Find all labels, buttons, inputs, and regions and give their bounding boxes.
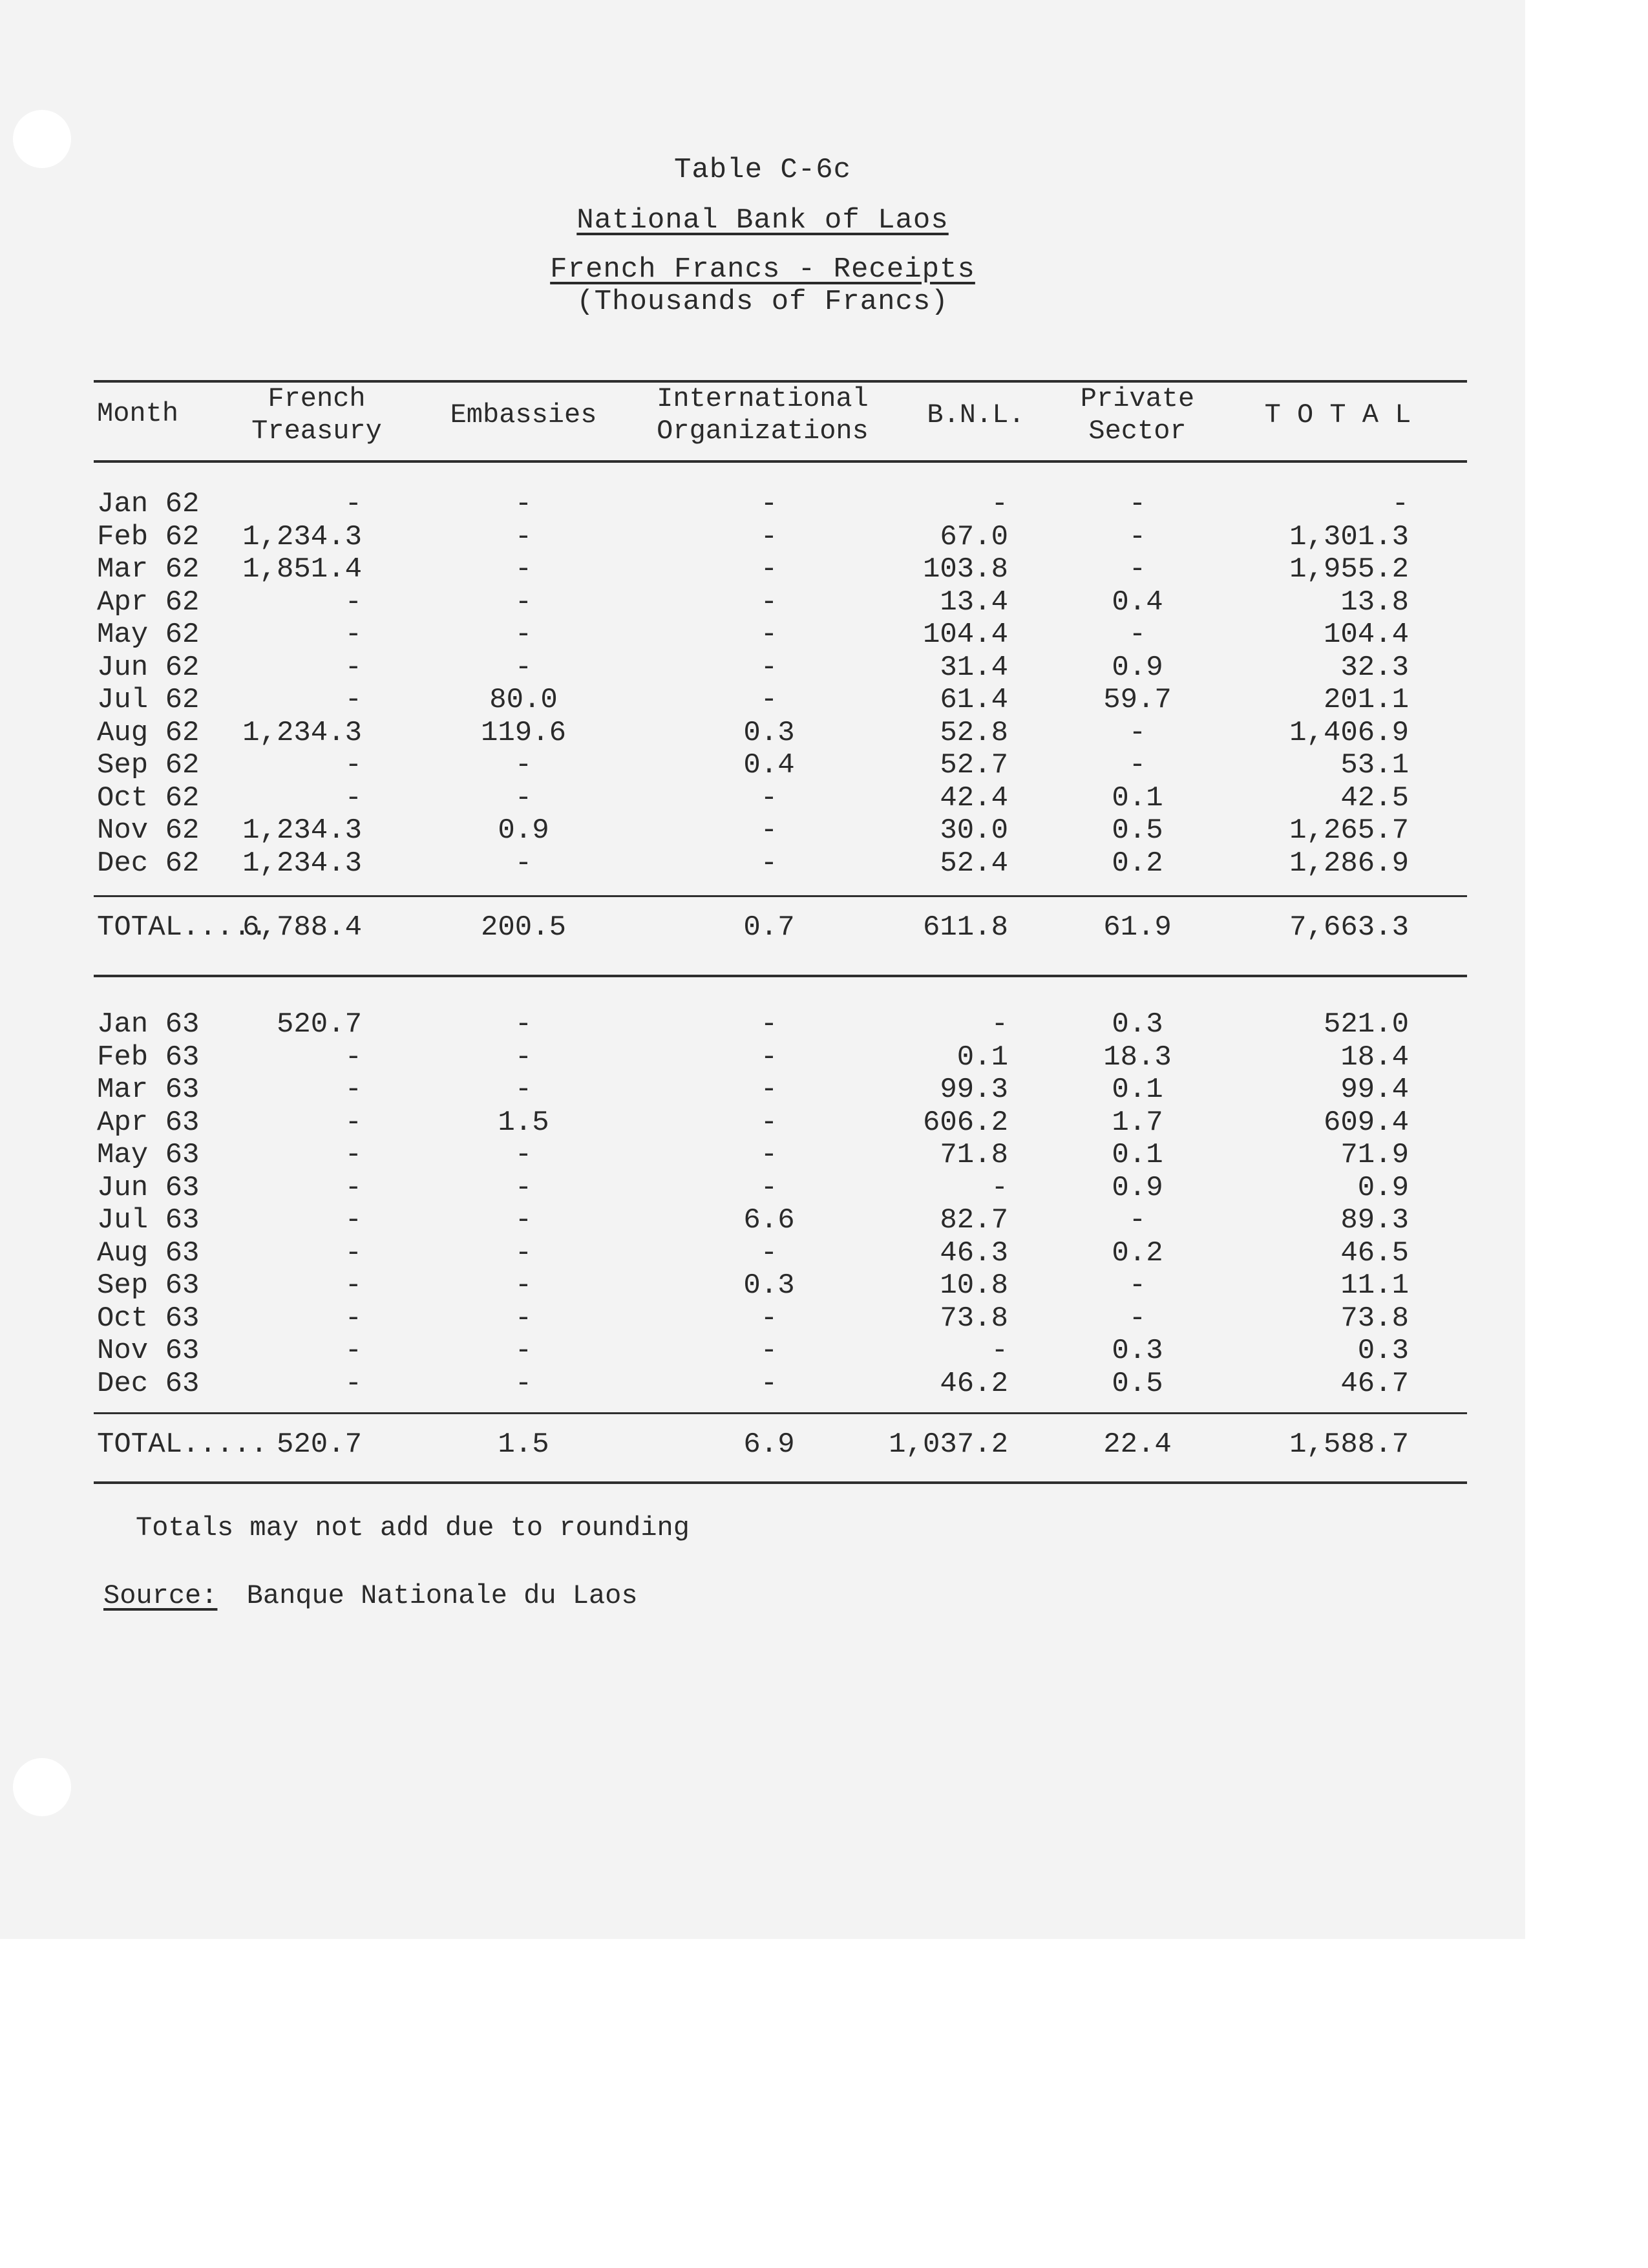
embassies-cell: -	[514, 619, 533, 651]
international-cell: -	[760, 520, 778, 553]
international-cell: -	[760, 781, 778, 814]
bnl-cell: 82.7	[940, 1204, 1008, 1236]
embassies-cell: -	[514, 1269, 533, 1302]
month-cell: Sep 62	[97, 749, 200, 781]
total-total: 1,588.7	[1289, 1428, 1409, 1461]
embassies-cell: -	[514, 1367, 533, 1400]
total-cell: 13.8	[1340, 586, 1409, 619]
embassies-cell: -	[514, 781, 533, 814]
bnl-cell: 73.8	[940, 1302, 1008, 1335]
private-sector-cell: -	[1128, 1204, 1146, 1236]
total-label: TOTAL.....	[97, 911, 268, 944]
table-row	[0, 782, 1525, 814]
french-treasury-cell: -	[344, 586, 362, 619]
private-sector-cell: 59.7	[1103, 684, 1172, 716]
bnl-cell: 67.0	[940, 520, 1008, 553]
international-cell: -	[760, 814, 778, 847]
total-priv: 61.9	[1103, 911, 1172, 944]
table-row	[0, 717, 1525, 749]
table-row	[0, 1302, 1525, 1335]
bnl-cell: 46.2	[940, 1367, 1008, 1400]
international-cell: -	[760, 1139, 778, 1171]
total-ft: 6,788.4	[242, 911, 362, 944]
total-label: TOTAL.....	[97, 1428, 268, 1461]
total-cell: 42.5	[1340, 781, 1409, 814]
subject-title: French Francs - Receipts	[550, 253, 975, 286]
private-sector-cell: 0.3	[1112, 1335, 1163, 1367]
source-label: Source:	[103, 1580, 218, 1611]
bnl-cell: -	[991, 488, 1008, 520]
french-treasury-cell: -	[344, 684, 362, 716]
bnl-cell: 31.4	[940, 651, 1008, 684]
bnl-cell: 52.7	[940, 749, 1008, 781]
table-row	[0, 553, 1525, 586]
total-cell: 32.3	[1340, 651, 1409, 684]
private-sector-cell: 0.1	[1112, 1139, 1163, 1171]
french-treasury-cell: -	[344, 1139, 362, 1171]
private-sector-cell: -	[1128, 1269, 1146, 1302]
month-cell: Mar 62	[97, 553, 200, 586]
table-row	[0, 1074, 1525, 1106]
table-row	[0, 749, 1525, 781]
table-row	[0, 619, 1525, 651]
table-row	[0, 1368, 1525, 1400]
total-cell: 1,955.2	[1289, 553, 1409, 586]
embassies-cell: -	[514, 488, 533, 520]
total-intl: 0.7	[743, 911, 795, 944]
month-cell: Dec 63	[97, 1367, 200, 1400]
french-treasury-cell: -	[344, 781, 362, 814]
bnl-cell: 10.8	[940, 1269, 1008, 1302]
total-row-1962	[0, 911, 1525, 944]
embassies-cell: -	[514, 1204, 533, 1236]
french-treasury-cell: -	[344, 749, 362, 781]
col-total-label: T O T A L	[1264, 399, 1411, 430]
month-cell: Sep 63	[97, 1269, 200, 1302]
month-cell: Jan 62	[97, 488, 200, 520]
total-cell: 104.4	[1323, 619, 1409, 651]
private-sector-cell: 0.5	[1112, 814, 1163, 847]
month-cell: Jan 63	[97, 1008, 200, 1041]
french-treasury-cell: -	[344, 1367, 362, 1400]
month-cell: Jul 62	[97, 684, 200, 716]
french-treasury-cell: -	[344, 1204, 362, 1236]
french-treasury-cell: 1,234.3	[242, 716, 362, 749]
embassies-cell: -	[514, 586, 533, 619]
bnl-cell: -	[991, 1171, 1008, 1204]
french-treasury-cell: 1,851.4	[242, 553, 362, 586]
international-cell: 0.4	[743, 749, 795, 781]
french-treasury-cell: -	[344, 651, 362, 684]
col-international-line2: Organizations	[657, 416, 869, 447]
month-cell: Nov 62	[97, 814, 200, 847]
total-ft: 520.7	[276, 1428, 362, 1461]
embassies-cell: -	[514, 520, 533, 553]
bnl-cell: -	[991, 1335, 1008, 1367]
international-cell: 0.3	[743, 1269, 795, 1302]
rounding-note: Totals may not add due to rounding	[136, 1512, 690, 1543]
french-treasury-cell: -	[344, 619, 362, 651]
header-bottom-rule	[94, 460, 1467, 463]
table-row	[0, 1269, 1525, 1302]
international-cell: -	[760, 1008, 778, 1041]
bnl-cell: 99.3	[940, 1074, 1008, 1106]
international-cell: 6.6	[743, 1204, 795, 1236]
table-row	[0, 1008, 1525, 1041]
embassies-cell: -	[514, 1335, 533, 1367]
private-sector-cell: 0.1	[1112, 781, 1163, 814]
total-cell: 521.0	[1323, 1008, 1409, 1041]
total-emb: 200.5	[480, 911, 567, 944]
embassies-cell: 80.0	[489, 684, 558, 716]
col-private-line2: Sector	[1088, 416, 1187, 447]
french-treasury-cell: -	[344, 1269, 362, 1302]
bnl-cell: 103.8	[922, 553, 1008, 586]
french-treasury-cell: -	[344, 1074, 362, 1106]
col-bnl	[911, 399, 1041, 431]
table-row	[0, 1107, 1525, 1139]
table-row	[0, 1335, 1525, 1367]
bnl-cell: 52.4	[940, 847, 1008, 880]
private-sector-cell: -	[1128, 749, 1146, 781]
embassies-cell: -	[514, 749, 533, 781]
total-cell: 89.3	[1340, 1204, 1409, 1236]
international-cell: -	[760, 1074, 778, 1106]
table-row	[0, 684, 1525, 716]
french-treasury-cell: 1,234.3	[242, 520, 362, 553]
col-embassies	[436, 399, 611, 431]
total-emb: 1.5	[498, 1428, 549, 1461]
table-row	[0, 847, 1525, 880]
embassies-cell: -	[514, 553, 533, 586]
french-treasury-cell: -	[344, 488, 362, 520]
total-1962-bottom-rule	[94, 975, 1467, 977]
total-bnl: 1,037.2	[889, 1428, 1008, 1461]
embassies-cell: -	[514, 1008, 533, 1041]
private-sector-cell: 18.3	[1103, 1041, 1172, 1074]
total-cell: -	[1391, 488, 1409, 520]
table-row	[0, 586, 1525, 619]
table-id: Table C-6c	[673, 154, 852, 186]
embassies-cell: -	[514, 1236, 533, 1269]
table-row	[0, 521, 1525, 553]
table-row	[0, 1041, 1525, 1074]
international-cell: -	[760, 553, 778, 586]
international-cell: -	[760, 1171, 778, 1204]
col-international-line1: International	[657, 383, 869, 414]
col-total	[1241, 399, 1435, 431]
international-cell: -	[760, 488, 778, 520]
total-cell: 99.4	[1340, 1074, 1409, 1106]
international-cell: -	[760, 1236, 778, 1269]
total-row-1963	[0, 1428, 1525, 1461]
month-cell: Mar 63	[97, 1074, 200, 1106]
table-row	[0, 652, 1525, 684]
total-cell: 201.1	[1323, 684, 1409, 716]
private-sector-cell: 0.3	[1112, 1008, 1163, 1041]
month-cell: Oct 63	[97, 1302, 200, 1335]
bnl-cell: 13.4	[940, 586, 1008, 619]
international-cell: -	[760, 684, 778, 716]
total-cell: 73.8	[1340, 1302, 1409, 1335]
total-cell: 71.9	[1340, 1139, 1409, 1171]
embassies-cell: -	[514, 1041, 533, 1074]
col-month	[97, 397, 178, 430]
institution-title: National Bank of Laos	[576, 204, 949, 237]
table-row	[0, 814, 1525, 847]
total-1963-bottom-rule	[94, 1481, 1467, 1484]
month-cell: Feb 62	[97, 520, 200, 553]
bnl-cell: 0.1	[956, 1041, 1008, 1074]
total-cell: 609.4	[1323, 1106, 1409, 1139]
source-value: Banque Nationale du Laos	[246, 1580, 638, 1611]
total-intl: 6.9	[743, 1428, 795, 1461]
french-treasury-cell: -	[344, 1302, 362, 1335]
international-cell: -	[760, 1106, 778, 1139]
total-cell: 1,286.9	[1289, 847, 1409, 880]
international-cell: -	[760, 847, 778, 880]
international-cell: -	[760, 1041, 778, 1074]
month-cell: Aug 63	[97, 1236, 200, 1269]
bnl-cell: 52.8	[940, 716, 1008, 749]
total-1963-top-rule	[94, 1412, 1467, 1414]
total-cell: 46.7	[1340, 1367, 1409, 1400]
private-sector-cell: 0.5	[1112, 1367, 1163, 1400]
month-cell: Oct 62	[97, 781, 200, 814]
month-cell: May 62	[97, 619, 200, 651]
private-sector-cell: 0.9	[1112, 651, 1163, 684]
embassies-cell: -	[514, 1302, 533, 1335]
bnl-cell: 46.3	[940, 1236, 1008, 1269]
international-cell: -	[760, 651, 778, 684]
private-sector-cell: -	[1128, 619, 1146, 651]
private-sector-cell: -	[1128, 488, 1146, 520]
col-french-treasury-line2: Treasury	[251, 416, 382, 447]
private-sector-cell: 0.1	[1112, 1074, 1163, 1106]
col-embassies-label: Embassies	[450, 399, 597, 430]
international-cell: -	[760, 586, 778, 619]
embassies-cell: -	[514, 847, 533, 880]
international-cell: -	[760, 1302, 778, 1335]
international-cell: 0.3	[743, 716, 795, 749]
embassies-cell: -	[514, 651, 533, 684]
private-sector-cell: 0.2	[1112, 847, 1163, 880]
total-cell: 53.1	[1340, 749, 1409, 781]
col-private-line1: Private	[1080, 383, 1195, 414]
embassies-cell: 1.5	[498, 1106, 549, 1139]
total-cell: 1,301.3	[1289, 520, 1409, 553]
total-priv: 22.4	[1103, 1428, 1172, 1461]
bnl-cell: 42.4	[940, 781, 1008, 814]
month-cell: Jul 63	[97, 1204, 200, 1236]
french-treasury-cell: -	[344, 1171, 362, 1204]
col-private-sector	[1073, 383, 1202, 447]
international-cell: -	[760, 1335, 778, 1367]
month-cell: Jun 62	[97, 651, 200, 684]
total-cell: 18.4	[1340, 1041, 1409, 1074]
private-sector-cell: -	[1128, 553, 1146, 586]
total-total: 7,663.3	[1289, 911, 1409, 944]
month-cell: May 63	[97, 1139, 200, 1171]
international-cell: -	[760, 619, 778, 651]
french-treasury-cell: -	[344, 1041, 362, 1074]
total-cell: 1,406.9	[1289, 716, 1409, 749]
embassies-cell: -	[514, 1171, 533, 1204]
table-row	[0, 1204, 1525, 1236]
col-month-label: Month	[97, 398, 179, 429]
col-french-treasury	[239, 383, 394, 447]
french-treasury-cell: 1,234.3	[242, 814, 362, 847]
month-cell: Aug 62	[97, 716, 200, 749]
month-cell: Feb 63	[97, 1041, 200, 1074]
month-cell: Apr 62	[97, 586, 200, 619]
bnl-cell: 61.4	[940, 684, 1008, 716]
punch-hole-bottom	[13, 1758, 71, 1816]
french-treasury-cell: -	[344, 1106, 362, 1139]
french-treasury-cell: 1,234.3	[242, 847, 362, 880]
french-treasury-cell: -	[344, 1236, 362, 1269]
private-sector-cell: -	[1128, 1302, 1146, 1335]
embassies-cell: 119.6	[480, 716, 567, 749]
private-sector-cell: 0.2	[1112, 1236, 1163, 1269]
total-cell: 1,265.7	[1289, 814, 1409, 847]
source-note	[103, 1580, 638, 1611]
total-cell: 0.9	[1357, 1171, 1409, 1204]
table-row	[0, 1172, 1525, 1204]
bnl-cell: 30.0	[940, 814, 1008, 847]
total-cell: 11.1	[1340, 1269, 1409, 1302]
total-1962-top-rule	[94, 895, 1467, 897]
bnl-cell: 606.2	[922, 1106, 1008, 1139]
total-cell: 0.3	[1357, 1335, 1409, 1367]
table-row	[0, 488, 1525, 520]
units-subtitle: (Thousands of Francs)	[576, 286, 949, 318]
month-cell: Jun 63	[97, 1171, 200, 1204]
col-bnl-label: B.N.L.	[927, 399, 1025, 430]
month-cell: Nov 63	[97, 1335, 200, 1367]
private-sector-cell: 0.9	[1112, 1171, 1163, 1204]
col-french-treasury-line1: French	[268, 383, 366, 414]
table-row	[0, 1237, 1525, 1269]
embassies-cell: -	[514, 1139, 533, 1171]
bnl-cell: 104.4	[922, 619, 1008, 651]
french-treasury-cell: 520.7	[276, 1008, 362, 1041]
embassies-cell: 0.9	[498, 814, 549, 847]
private-sector-cell: 1.7	[1112, 1106, 1163, 1139]
table-row	[0, 1139, 1525, 1171]
private-sector-cell: -	[1128, 520, 1146, 553]
bnl-cell: 71.8	[940, 1139, 1008, 1171]
total-cell: 46.5	[1340, 1236, 1409, 1269]
month-cell: Apr 63	[97, 1106, 200, 1139]
international-cell: -	[760, 1367, 778, 1400]
embassies-cell: -	[514, 1074, 533, 1106]
month-cell: Dec 62	[97, 847, 200, 880]
bnl-cell: -	[991, 1008, 1008, 1041]
col-international	[646, 383, 879, 447]
french-treasury-cell: -	[344, 1335, 362, 1367]
private-sector-cell: -	[1128, 716, 1146, 749]
private-sector-cell: 0.4	[1112, 586, 1163, 619]
total-bnl: 611.8	[922, 911, 1008, 944]
